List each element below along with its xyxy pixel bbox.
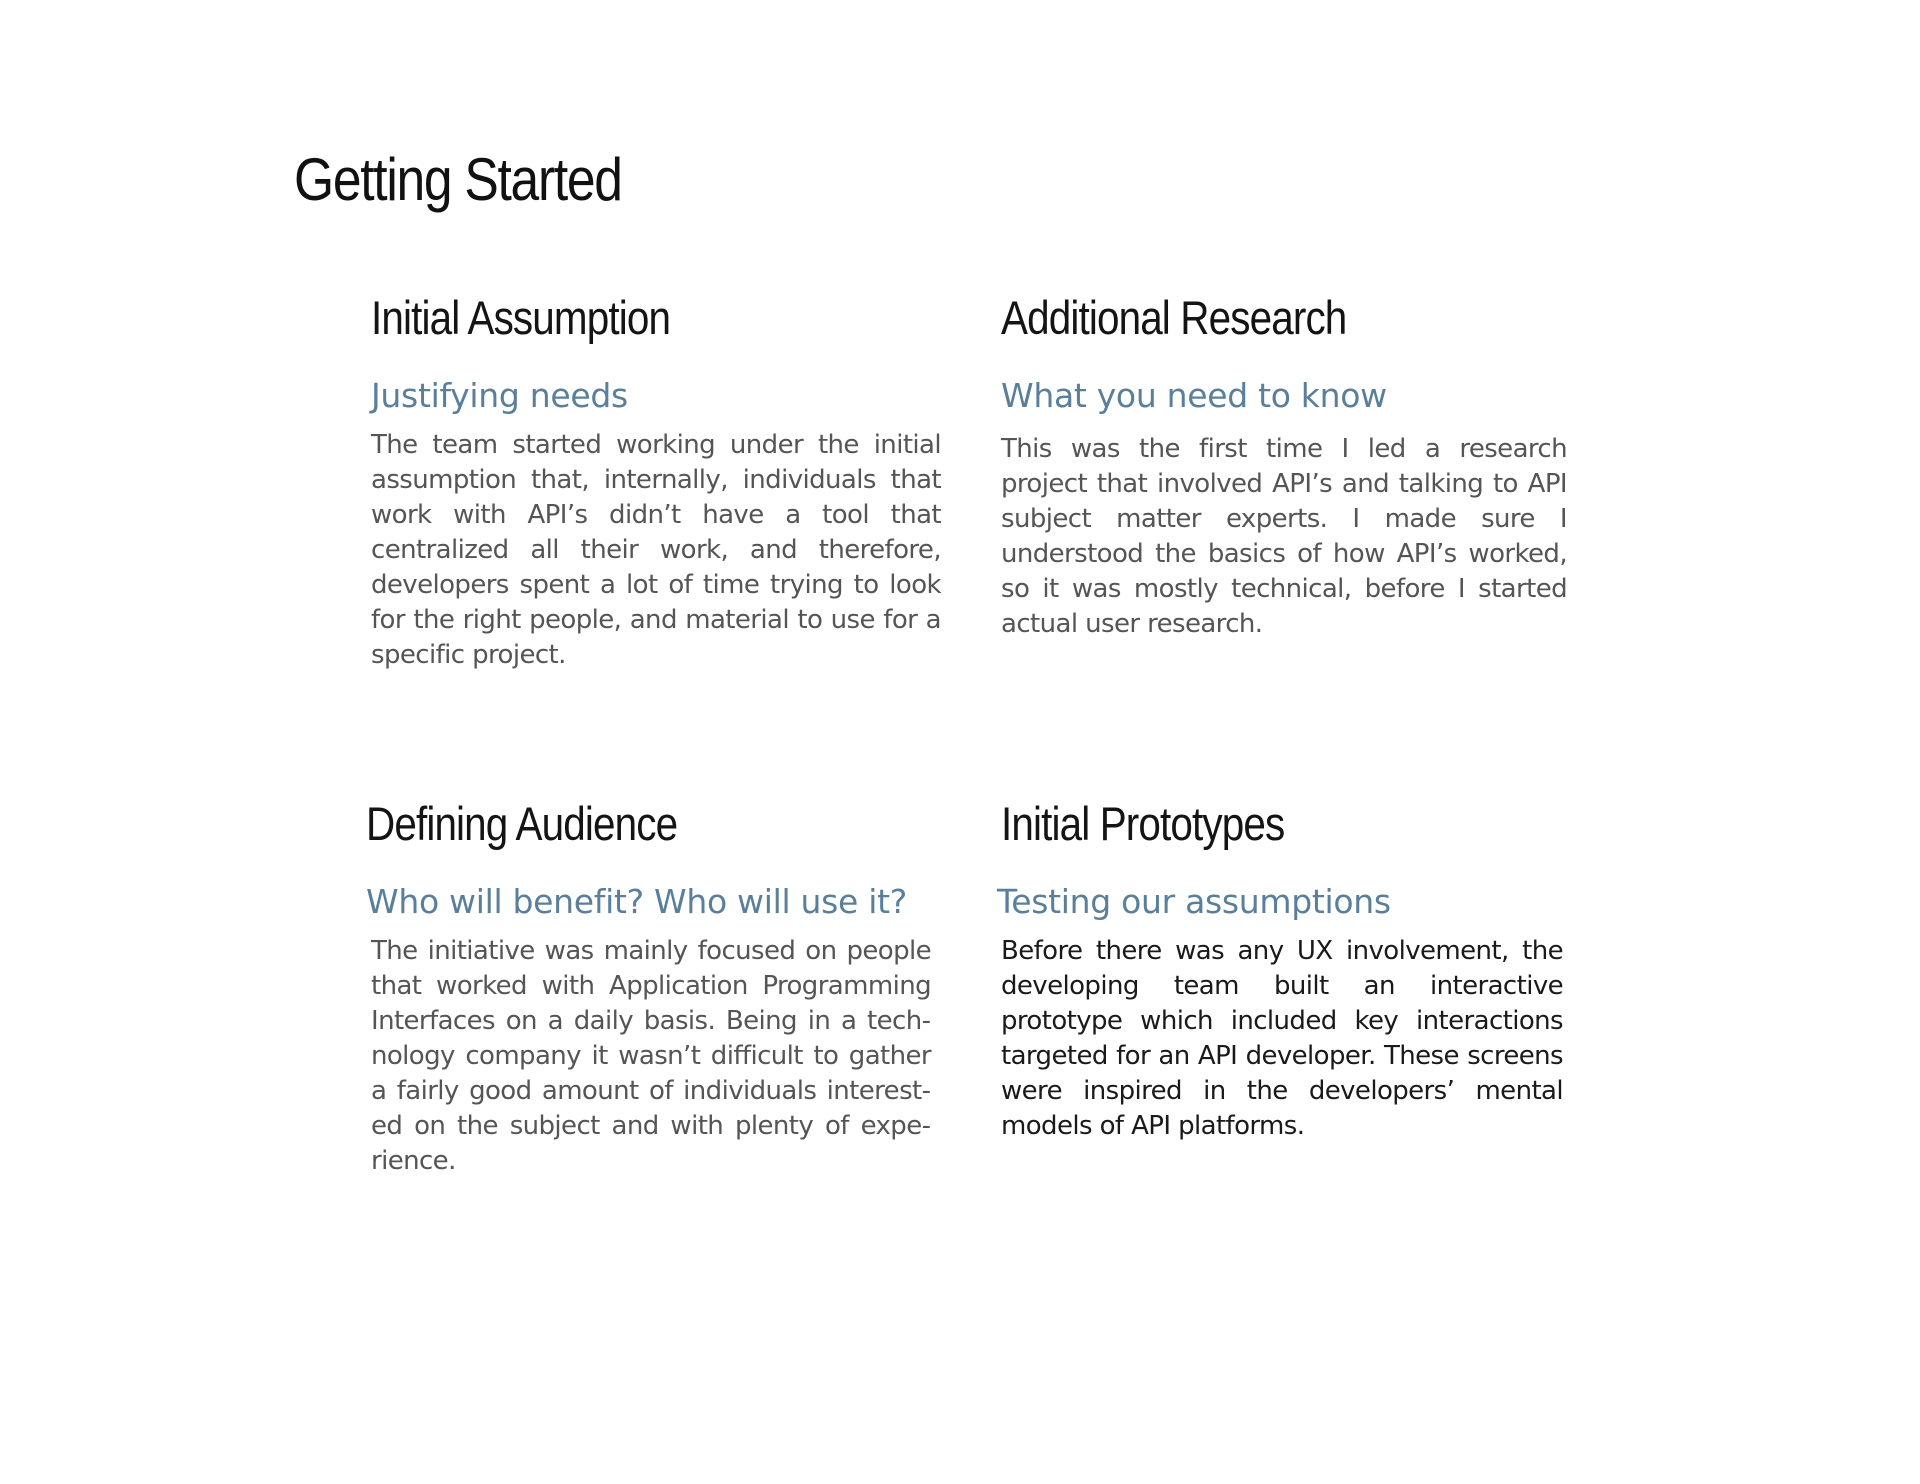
section-body: The team started working under the initial assumption that, internally, individuals that work with API’s didn’t have a tool that centralized all their work, and therefore, developers spent a lot of time trying to look for the right people, and material to use for a specific project. [371,430,941,670]
section-heading: Initial Prototypes [1001,797,1285,850]
section-heading: Defining Audience [366,797,678,850]
section-defining-audience [366,792,931,1179]
section-heading: Additional Research [1001,291,1347,344]
section-body: The initiative was mainly focused on people that worked with Application Programming Interfaces on a daily basis. Being in a technology company it wasn’t difficult to gather a fairly good amount of individuals interested on the subject and with plenty of experience. [371,936,931,1176]
section-subheading: What you need to know [1001,376,1387,415]
section-subheading: Testing our assumptions [997,882,1391,921]
section-subheading: Who will benefit? Who will use it? [366,882,907,921]
page-title: Getting Started [294,146,622,213]
section-additional-research [1001,286,1567,642]
section-body: This was the first time I led a research project that involved API’s and talking to API subject matter experts. I made sure I understood the basics of how API’s worked, so it was mostly technical, before I started actual user research. [1001,434,1567,639]
section-initial-prototypes [997,792,1563,1144]
section-initial-assumption [371,286,941,673]
section-heading: Initial Assumption [371,291,671,344]
section-subheading: Justifying needs [371,376,628,415]
section-body: Before there was any UX involvement, the developing team built an interactive prototype which included key interactions targeted for an API developer. These screens were inspired in the developers’ mental models of API platforms. [1001,936,1563,1141]
